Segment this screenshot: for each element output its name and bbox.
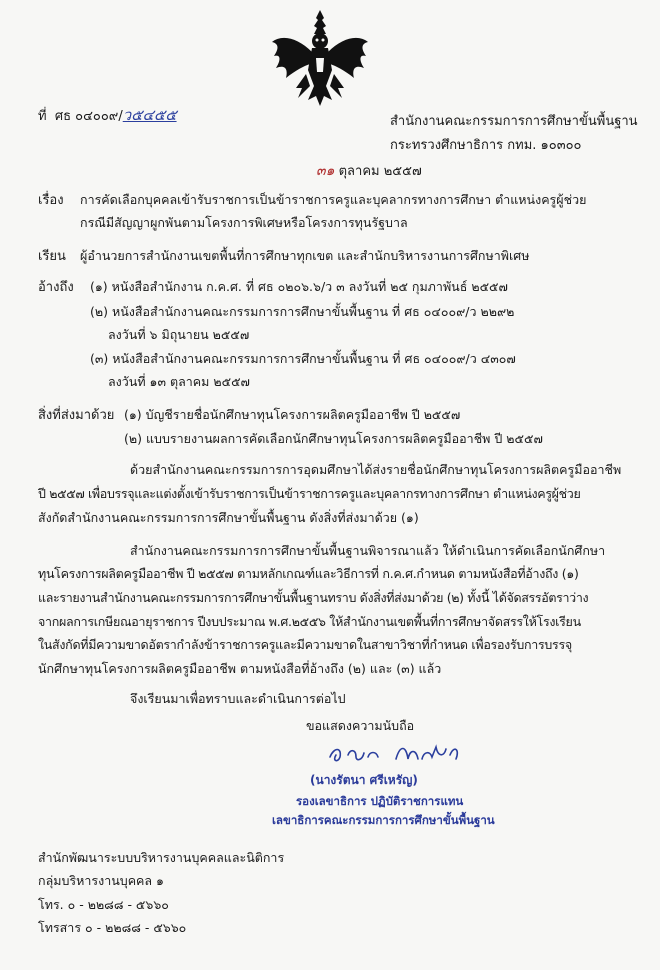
reference-handwritten: ว๕๔๕๕ xyxy=(122,106,177,124)
footer-phone: โทร. ๐ - ๒๒๘๘ - ๕๖๖๐ xyxy=(38,897,169,912)
reference-item-2: (๒) หนังสือสำนักงานคณะกรรมการการศึกษาขั้นพื้นฐาน ที่ ศธ ๐๔๐๐๙/ว ๒๒๙๒ xyxy=(90,304,515,319)
paragraph-2-line: จากผลการเกษียณอายุราชการ ปีงบประมาณ พ.ศ.๒๕๕๖ ให้สำนักงานเขตพื้นที่การศึกษาจัดสรรให้โรงเรียน xyxy=(38,614,581,629)
reference-prefix: ที่ xyxy=(38,109,47,124)
reference-item-3-date: ลงวันที่ ๑๓ ตุลาคม ๒๕๕๗ xyxy=(108,374,250,389)
reference-line xyxy=(38,107,177,125)
closing-paragraph: จึงเรียนมาเพื่อทราบและดำเนินการต่อไป xyxy=(130,691,346,706)
office-address: กระทรวงศึกษาธิการ กทม. ๑๐๓๐๐ xyxy=(390,138,582,153)
reference-number: ศธ ๐๔๐๐๙/ xyxy=(54,109,123,124)
enclosure-item-1: (๑) บัญชีรายชื่อนักศึกษาทุนโครงการผลิตครูมืออาชีพ ปี ๒๕๕๗ xyxy=(124,407,461,422)
handwritten-signature-icon xyxy=(326,735,466,771)
date-text: ตุลาคม ๒๕๕๗ xyxy=(338,164,422,179)
paragraph-1-line: ด้วยสำนักงานคณะกรรมการการอุดมศึกษาได้ส่งรายชื่อนักศึกษาทุนโครงการผลิตครูมืออาชีพ xyxy=(130,462,622,477)
reference-item-1: (๑) หนังสือสำนักงาน ก.ค.ศ. ที่ ศธ ๐๒๐๖.๖/ว ๓ ลงวันที่ ๒๕ กุมภาพันธ์ ๒๕๕๗ xyxy=(90,279,508,294)
office-name: สำนักงานคณะกรรมการการศึกษาขั้นพื้นฐาน xyxy=(390,114,638,129)
footer-department: สำนักพัฒนาระบบบริหารงานบุคคลและนิติการ xyxy=(38,850,285,865)
subject-line-2: กรณีมีสัญญาผูกพันตามโครงการพิเศษหรือโครงการทุนรัฐบาล xyxy=(80,215,408,230)
subject-label: เรื่อง xyxy=(38,193,64,208)
subject-line-1: การคัดเลือกบุคคลเข้ารับราชการเป็นข้าราชการครูและบุคลากรทางการศึกษา ตำแหน่งครูผู้ช่วย xyxy=(80,192,587,207)
reference-item-2-date: ลงวันที่ ๖ มิถุนายน ๒๕๕๗ xyxy=(108,327,250,342)
paragraph-2-line: นักศึกษาทุนโครงการผลิตครูมืออาชีพ ตามหนังสือที่อ้างถึง (๒) และ (๓) แล้ว xyxy=(38,661,442,676)
letter-date xyxy=(316,163,422,180)
enclosure-item-2: (๒) แบบรายงานผลการคัดเลือกนักศึกษาทุนโครงการผลิตครูมืออาชีพ ปี ๒๕๕๗ xyxy=(124,431,543,446)
paragraph-1-line: สังกัดสำนักงานคณะกรรมการการศึกษาขั้นพื้นฐาน ดังสิ่งที่ส่งมาด้วย (๑) xyxy=(38,510,419,525)
garuda-emblem-icon xyxy=(268,8,372,108)
paragraph-1-line: ปี ๒๕๕๗ เพื่อบรรจุและแต่งตั้งเข้ารับราชการเป็นข้าราชการครูและบุคลากรทางการศึกษา ตำแหน่งครูผู้ช่วย xyxy=(38,486,581,501)
paragraph-2-line: และรายงานสำนักงานคณะกรรมการการศึกษาขั้นพื้นฐานทราบ ดังสิ่งที่ส่งมาด้วย (๒) ทั้งนี้ ได้จัดสรรอัตราว่าง xyxy=(38,590,589,605)
salutation: ขอแสดงความนับถือ xyxy=(306,718,415,733)
to-label: เรียน xyxy=(38,249,66,264)
enclosure-label: สิ่งที่ส่งมาด้วย xyxy=(38,408,115,423)
reference-label: อ้างถึง xyxy=(38,280,74,295)
reference-item-3: (๓) หนังสือสำนักงานคณะกรรมการการศึกษาขั้นพื้นฐาน ที่ ศธ ๐๔๐๐๙/ว ๔๓๐๗ xyxy=(90,351,516,366)
date-handwritten: ๓๑ xyxy=(316,163,335,179)
signer-name: (นางรัตนา ศรีเหรัญ) xyxy=(310,773,418,787)
paragraph-2-line: สำนักงานคณะกรรมการการศึกษาขั้นพื้นฐานพิจารณาแล้ว ให้ดำเนินการคัดเลือกนักศึกษา xyxy=(130,543,606,558)
paragraph-2-line: ทุนโครงการผลิตครูมืออาชีพ ปี ๒๕๕๗ ตามหลักเกณฑ์และวิธีการที่ ก.ค.ศ.กำหนด ตามหนังสือที่อ้างถึง (๑) xyxy=(38,566,579,581)
signer-title-2: เลขาธิการคณะกรรมการการศึกษาขั้นพื้นฐาน xyxy=(272,813,495,827)
footer-fax: โทรสาร ๐ - ๒๒๘๘ - ๕๖๖๐ xyxy=(38,920,187,935)
to-text: ผู้อำนวยการสำนักงานเขตพื้นที่การศึกษาทุกเขต และสำนักบริหารงานการศึกษาพิเศษ xyxy=(80,248,530,263)
paragraph-2-line: ในสังกัดที่มีความขาดอัตรากำลังข้าราชการครูและมีความขาดในสาขาวิชาที่กำหนด เพื่อรองรับการบรรจุ xyxy=(38,637,572,652)
signer-title-1: รองเลขาธิการ ปฏิบัติราชการแทน xyxy=(296,794,464,808)
footer-group: กลุ่มบริหารงานบุคคล ๑ xyxy=(38,873,164,888)
